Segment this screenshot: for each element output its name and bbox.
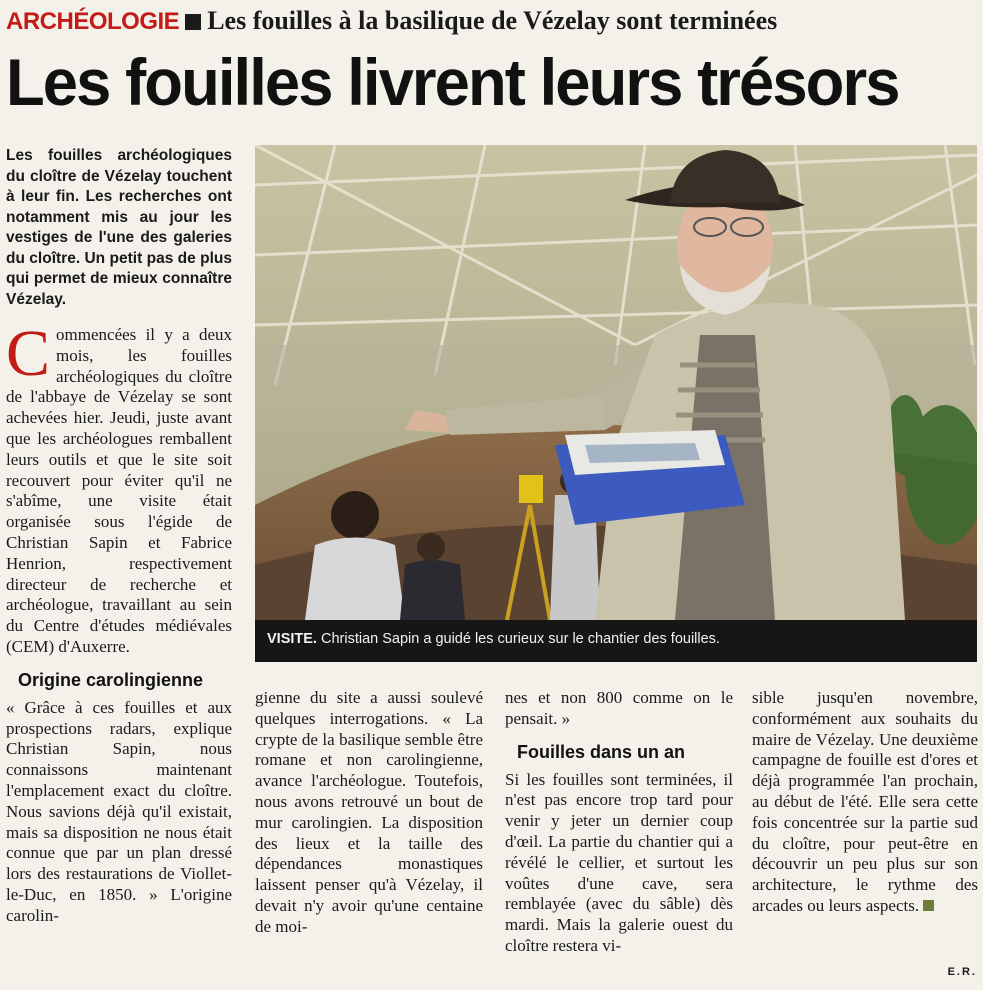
article-column-1 (6, 317, 232, 927)
lead-paragraph: Les fouilles archéologiques du cloître de Vézelay touchent à leur fin. Les recherches ont notamment mis au jour les vestiges de l'une des galeries du cloître. Un petit pas de plus qui permet de mieux connaître Vézelay. (6, 147, 232, 308)
drop-cap: C (6, 317, 51, 390)
paragraph-intro (6, 317, 232, 658)
caption-text: Christian Sapin a guidé les curieux sur le chantier des fouilles. (316, 631, 720, 647)
subhead-fouilles: Fouilles dans un an (517, 741, 686, 762)
headline: Les fouilles livrent leurs trésors (6, 45, 899, 119)
article-photo (255, 145, 977, 620)
caption-label: VISITE. (267, 631, 317, 647)
rubric-text: Les fouilles à la basilique de Vézelay sont terminées (207, 6, 778, 35)
rubric-bar (6, 6, 906, 36)
paragraph-fouilles-part-2 (752, 688, 978, 917)
paragraph-origine-part-2: gienne du site a aussi soulevé quelques interrogations. « La crypte de la basilique semble être romane et non carolingienne, avance l'archéologue. Toutefois, nous avons retrouvé un bout de mur carolingien. La disposition des lieux et la taille des dépendances monastiques laissent penser qu'à Vézelay, il devait n'y avoir qu'une centaine de moi- (255, 688, 483, 936)
paragraph-fouilles-part-1: Si les fouilles sont terminées, il n'est pas encore trop tard pour venir y jeter un dernier coup d'œil. La partie du chantier qui a révélé le cellier, et surtout les voûtes d'une cave, sera remblayée (avec du sâble) dès mardi. Mais la galerie ouest du cloître restera vi- (505, 769, 733, 955)
article-column-3 (505, 688, 733, 957)
rubric-square (185, 14, 201, 30)
paragraph-fouilles-part-2-text: sible jusqu'en novembre, conformément aux souhaits du maire de Vézelay. Une deuxième campagne de fouille est d'ores et déjà programmée l'an prochain, au début de l'été. Elle sera cette fois concentrée sur la partie sud du cloître, pour peut-être en découvrir un peu plus sur son architecture, le rythme des arcades ou leurs aspects. (752, 688, 978, 915)
author-signature: E.R. (947, 966, 977, 978)
article-column-2 (255, 688, 483, 938)
photo-caption (255, 620, 977, 662)
article-column-4 (752, 688, 978, 917)
paragraph-intro-text: ommencées il y a deux mois, les fouilles archéologiques du cloître de l'abbaye de Vézelay se sont achevées hier. Jeudi, juste avant que les archéologues remballent leurs outils et que le site soit recouvert pour éviter qu'il ne s'abîme, une visite était organisée sous l'égide de Christian Sapin et Fabrice Henrion, respectivement directeur de recherche et archéologue, travaillant au sein du Centre d'études médiévales (CEM) d'Auxerre. (6, 325, 232, 656)
subhead-origine: Origine carolingienne (18, 669, 204, 690)
paragraph-origine-part-1: « Grâce à ces fouilles et aux prospections radars, explique Christian Sapin, nous connaissons maintenant l'emplacement exact du cloître. Nous savions déjà qu'il existait, mais sa disposition ne nous était connue que par un plan dressé lors des restaurations de Viollet-le-Duc, en 1850. » L'origine carolin- (6, 697, 232, 925)
rubric-tag: ARCHÉOLOGIE (6, 8, 180, 35)
paragraph-origine-part-3: nes et non 800 comme on le pensait. » (505, 688, 733, 728)
end-mark (923, 900, 934, 911)
